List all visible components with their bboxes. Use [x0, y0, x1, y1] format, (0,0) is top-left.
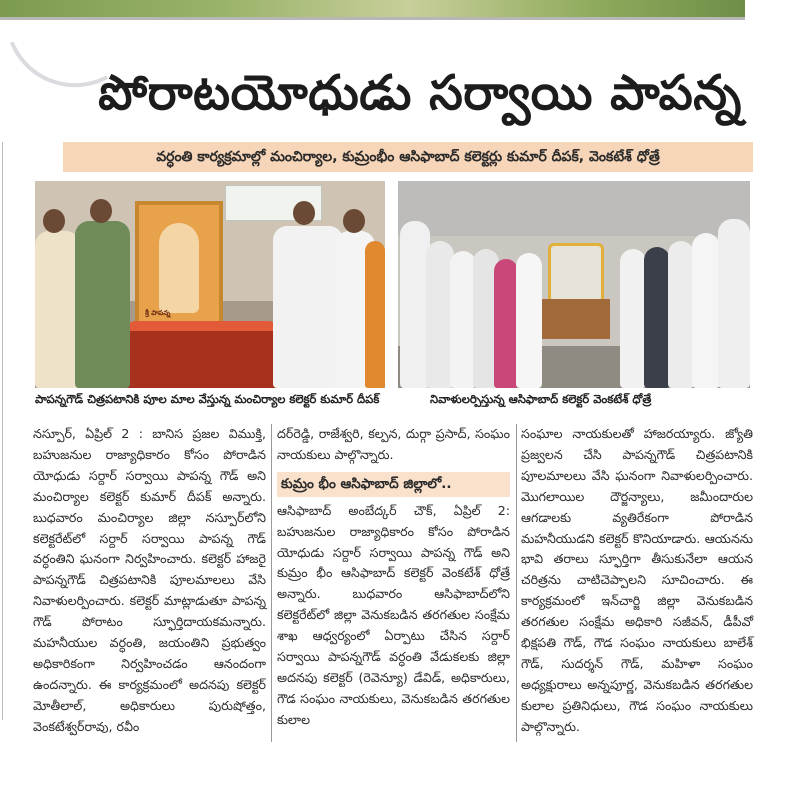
portrait-stand: [540, 299, 610, 339]
person: [494, 259, 518, 388]
person: [75, 221, 130, 388]
person: [668, 241, 694, 388]
photo-asifabad-tribute: [398, 181, 750, 388]
article-column-2: [277, 424, 510, 731]
person: [692, 233, 720, 388]
photo-mancherial-tribute: [35, 181, 385, 388]
photo-ceiling: [398, 181, 750, 236]
person: [620, 249, 646, 388]
article-column-1: [33, 424, 266, 738]
section-heading-asifabad: కుమ్రం భీం ఆసిఫాబాద్ జిల్లాలో..: [277, 472, 510, 497]
left-edge-rule: [2, 142, 6, 720]
column-divider: [516, 424, 517, 742]
photo2-caption: నివాళులర్పిస్తున్న ఆసిఫాబాద్ కలెక్టర్ వెంకటేశ్ ధోత్రే: [430, 392, 652, 406]
portrait-figure: [159, 223, 199, 313]
subheadline: వర్ధంతి కార్యక్రమాల్లో మంచిర్యాల, కుమ్రంభీం ఆసిఫాబాద్ కలెక్టర్లు కుమార్ దీపక్, వెంకటేశ్ ధోత్రే: [63, 142, 753, 172]
person-collector: [273, 226, 343, 388]
photo1-caption: పాపన్నగౌడ్ చిత్రపటానికి పూల మాల వేస్తున్న మంచిర్యాల కలెక్టర్ కుమార్ దీపక్: [35, 392, 380, 406]
person: [35, 231, 80, 388]
strip-divider: [0, 17, 745, 20]
person: [718, 219, 750, 388]
headline: పోరాటయోధుడు సర్వాయి పాపన్న: [98, 65, 742, 121]
person: [644, 247, 670, 388]
person: [365, 241, 385, 388]
portrait-label: శ్రీ పాపన్న: [145, 309, 171, 317]
column-2-top-text: దర్‌రెడ్డి, రాజేశ్వరి, కల్పన, దుర్గా ప్రసాద్, సంఘం నాయకులు పాల్గొన్నారు.: [277, 426, 510, 462]
top-photo-strip: [0, 0, 800, 22]
garlanded-portrait: [548, 243, 604, 307]
column-2-body-text: ఆసిఫాబాద్ అంబేద్కర్ చౌక్, ఏప్రిల్ 2: బహుజనుల రాజ్యాధికారం కోసం పోరాడిన యోధుడు సర్దార్ సర్వాయి పాపన్న గౌడ్ అని కుమ్రం భీం ఆసిఫాబాద్ కలెక్టర్ వెంకటేశ్ ధోత్రే అన్నారు. బుధవారం ఆసిఫాబాద్‌లోని కలెక్టరేట్‌లో జిల్లా వెనుకబడిన తరగతుల సంక్షేమ శాఖ ఆధ్వర్యంలో ఏర్పాటు చేసిన సర్దార్ సర్వాయి పాపన్నగౌడ్ వర్ధంతి వేడుకలకు జిల్లా అదనపు కలెక్టర్ (రెవెన్యూ) డేవిడ్, అధికారులు, గౌడ సంఘం నాయకులు, వెనుకబడిన తరగతుల కులాల: [277, 502, 510, 727]
person-head: [343, 209, 365, 233]
papanna-portrait: [135, 201, 223, 329]
draped-table: [123, 331, 283, 388]
person-head: [293, 201, 315, 225]
column-1-text: నస్పూర్, ఏప్రిల్ 2 : బానిస ప్రజల విముక్తి, బహుజనుల రాజ్యాధికారం కోసం పోరాడిన యోధుడు సర్దార్ సర్వాయి పాపన్న గౌడ్ అని మంచిర్యాల కలెక్టర్ కుమార్ దీపక్ అన్నారు. బుధవారం మంచిర్యాల జిల్లా నస్పూర్‌లోని కలెక్టరేట్‌లో సర్దార్ సర్వాయి పాపన్న గౌడ్ వర్ధంతిని ఘనంగా నిర్వహించారు. కలెక్టర్ హాజరై పాపన్నగౌడ్ చిత్రపటానికి పూలమాలలు వేసి నివాళులర్పించారు. కలెక్టర్ మాట్లాడుతూ పాపన్న గౌడ్ పోరాటం స్ఫూర్తిదాయకమన్నారు. మహనీయుల వర్ధంతి, జయంతిని ప్రభుత్వం అధికారికంగా నిర్వహించడం ఆనందంగా ఉందన్నారు. ఈ కార్యక్రమంలో అదనపు కలెక్టర్ మోతీలాల్, అధికారులు పురుషోత్తం, వెంకటేశ్వర్‌రావు, రవీం: [33, 426, 266, 734]
person-collector: [516, 253, 542, 388]
person-head: [90, 199, 112, 223]
landscape-photo-strip: [0, 0, 745, 17]
article-column-3: [521, 424, 753, 738]
person-head: [43, 209, 65, 233]
column-divider: [271, 424, 272, 742]
column-3-text: సంఘాల నాయకులతో హాజరయ్యారు. జ్యోతి ప్రజ్వలన చేసి పాపన్నగౌడ్ చిత్రపటానికి పూలమాలలు వేసి ఘనంగా నివాళులర్పించారు. మొగలాయిల దౌర్జన్యాలు, జమీందారుల ఆగడాలకు వ్యతిరేకంగా పోరాడిన మహనీయుడని కలెక్టర్ కొనియాడారు. ఆయనను భావి తరాలు స్ఫూర్తిగా తీసుకునేలా ఆయన చరిత్రను చాటిచెప్పాలని సూచించారు. ఈ కార్యక్రమంలో ఇన్‌చార్జి జిల్లా వెనుకబడిన తరగతుల సంక్షేమ అధికారి సజీవన్, డీపీవో భిక్షపతి గౌడ్, గౌడ సంఘం నాయకులు బాలేశ్ గౌడ్, సుదర్శన్ గౌడ్, మహిళా సంఘం అధ్యక్షురాలు అన్నపూర్ణ, వెనుకబడిన తరగతుల కులాల ప్రతినిధులు, గౌడ సంఘం నాయకులు పాల్గొన్నారు.: [521, 426, 753, 734]
